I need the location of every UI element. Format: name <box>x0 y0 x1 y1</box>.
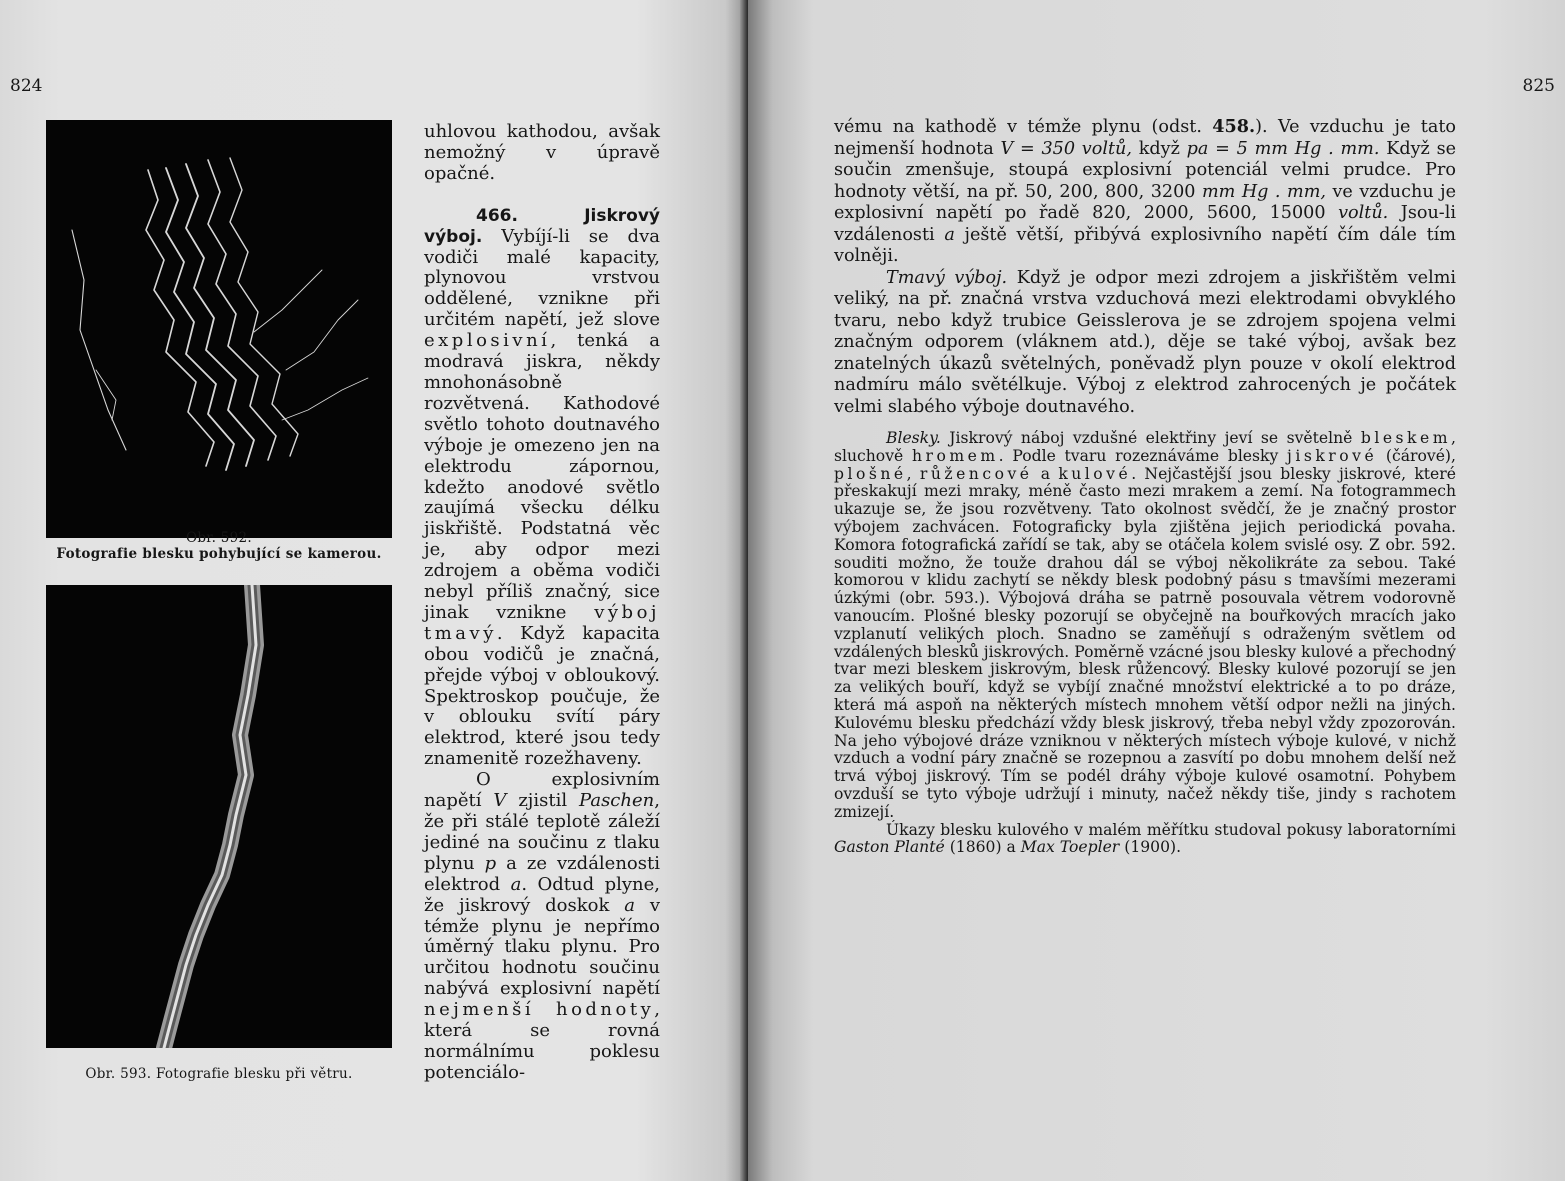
figure-593-lightning-photo <box>46 585 392 1048</box>
figure-593-caption: Obr. 593. Fotografie blesku při větru. <box>85 1066 353 1082</box>
figure-592-label: Obr. 592. <box>185 530 253 546</box>
left-page <box>0 0 748 1181</box>
paragraph-ball-lightning-experiments: Úkazy blesku kulového v malém měřítku studoval pokusy laboratorními Gaston Planté (1860) a Max Toepler (1900). <box>834 820 1456 857</box>
lightning-image-592 <box>46 120 392 538</box>
bolt-5 <box>230 158 298 456</box>
bolt-1 <box>146 170 214 466</box>
branch-right-2 <box>286 300 358 370</box>
paragraph-dark-discharge: Tmavý výboj. Když je odpor mezi zdrojem a jiskřištěm velmi veliký, na př. značná vrstva vzduchová mezi elektrodami obvyklého tvaru, nebo když trubice Geisslerova je se zdrojem spojena velmi značným odporem (vláknem atd.), děje se také výboj, avšak bez znatelných úkazů světelných, poněvadž plyn pouze v okolí elektrod nadmíru málo světélkuje. Výboj z elektrod zahrocených je počátek velmi slabého výboje doutnavého. <box>834 267 1457 417</box>
figure-592-lightning-photo <box>46 120 392 538</box>
branch-left <box>72 230 126 450</box>
right-text-column <box>834 116 1456 418</box>
paragraph-continuation: uhlovou kathodou, avšak nemožný v úpravě opačné. <box>424 121 660 184</box>
bolt-4 <box>208 160 276 460</box>
figure-592-caption <box>46 530 392 562</box>
left-text-column <box>424 122 660 1084</box>
paragraph-466: 466. Jiskrový výboj. Vybíjí-li se dva vodiči malé kapacity, plynovou vrstvou oddělené, vznikne při určitém napětí, jež slove explosivní, tenká a modravá jiskra, někdy mnohonásobně rozvětvená. Kathodové světlo tohoto doutnavého výboje je omezeno jen na elektrodu zápornou, kdežto anodové světlo zaujímá všecku délku jiskřiště. Podstatná věc je, aby odpor mezi zdrojem a oběma vodiči nebyl příliš značný, sice jinak vznikne výboj tmavý. Když kapacita obou vodičů je značná, přejde výboj v obloukový. Spektroskop poučuje, že v oblouku svítí páry elektrod, které jsou tedy znamenitě rozežhaveny. <box>424 205 660 770</box>
page-number-right: 825 <box>1522 76 1555 96</box>
branch-left-2 <box>96 370 116 420</box>
section-heading-466: 466. Jiskrový výboj. <box>424 205 660 247</box>
right-small-text <box>834 430 1456 857</box>
branch-right-3 <box>282 378 368 420</box>
figure-592-caption-text: Fotografie blesku pohybující se kamerou. <box>56 546 382 562</box>
lightning-image-593 <box>46 585 392 1048</box>
page-number-left: 824 <box>10 76 43 96</box>
branch-right <box>254 270 322 332</box>
paragraph-lightning: Blesky. Jiskrový náboj vzdušné elektřiny jeví se světelně bleskem, sluchově hromem. Podle tvaru rozeznáváme blesky jiskrové (čárové), plošné, růžencové a kulové. Nejčastější jsou blesky jiskrové, které přeskakují mezi mraky, méně často mezi mrakem a zemí. Na fotogrammech ukazuje se, že jsou rozvětveny. Tato okolnost svědčí, že je značný prostor výbojem zachvácen. Fotograficky byla zjištěna jejich periodická povaha. Komora fotografická zařídí se tak, aby se otáčela kolem svislé osy. Z obr. 592. souditi možno, že touže drahou dál se výboj několikráte za sebou. Také komorou v klidu zachytí se někdy blesk podobný pásu s tmavšími mezerami úzkými (obr. 593.). Výbojová dráha se patrně posouvala větrem vodorovně vanoucím. Plošné blesky pozorují se obyčejně na bouřkových mracích jako vzplanutí velikých ploch. Snadno se zaměňují s odraženým světlem od vzdálených blesků jiskrových. Poměrně vzácné jsou blesky kulové a přechodný tvar mezi bleskem jiskrovým, blesk růžencový. Blesky kulové pozorují se jen za velikých bouří, když se vybíjí značné množství elektrické a to po dráze, která má aspoň na některých místech mnohem větší odpor nežli na jiných. Kulovému blesku předchází vždy blesk jiskrový, třeba nebyl vždy zpozorován. Na jeho výbojové dráze vzniknou v některých místech výboje kulové, v nichž vzduch a vodní páry značně se rozepnou a zasvítí po dobu mnohem delší než trvá výboj jiskrový. Tím se podél dráhy výboje kulové osamotní. Pohybem ovzduší se tyto výboje udržují i minuty, načež někdy tiše, jindy s rachotem zmizejí. <box>834 429 1456 821</box>
paragraph-explosive-values: vému na kathodě v témže plynu (odst. 458.). Ve vzduchu je tato nejmenší hodnota V = 350 voltů, když pa = 5 mm Hg . mm. Když se součin zmenšuje, stoupá explosivní potenciál velmi prudce. Pro hodnoty větší, na př. 50, 200, 800, 3200 mm Hg . mm, ve vzduchu je explosivní napětí po řadě 820, 2000, 5600, 15000 voltů. Jsou-li vzdálenosti a ještě větší, přibývá explosivního napětí čím dále tím volněji. <box>834 116 1457 266</box>
paragraph-paschen: O explosivním napětí V zjistil Paschen, že při stálé teplotě záleží jediné na součinu z tlaku plynu p a ze vzdálenosti elektrod a. Odtud plyne, že jiskrový doskok a v témže plynu je nepřímo úměrný tlaku plynu. Pro určitou hodnotu součinu nabývá explosivní napětí nejmenší hodnoty, která se rovná normálnímu poklesu potenciálo- <box>424 769 660 1083</box>
